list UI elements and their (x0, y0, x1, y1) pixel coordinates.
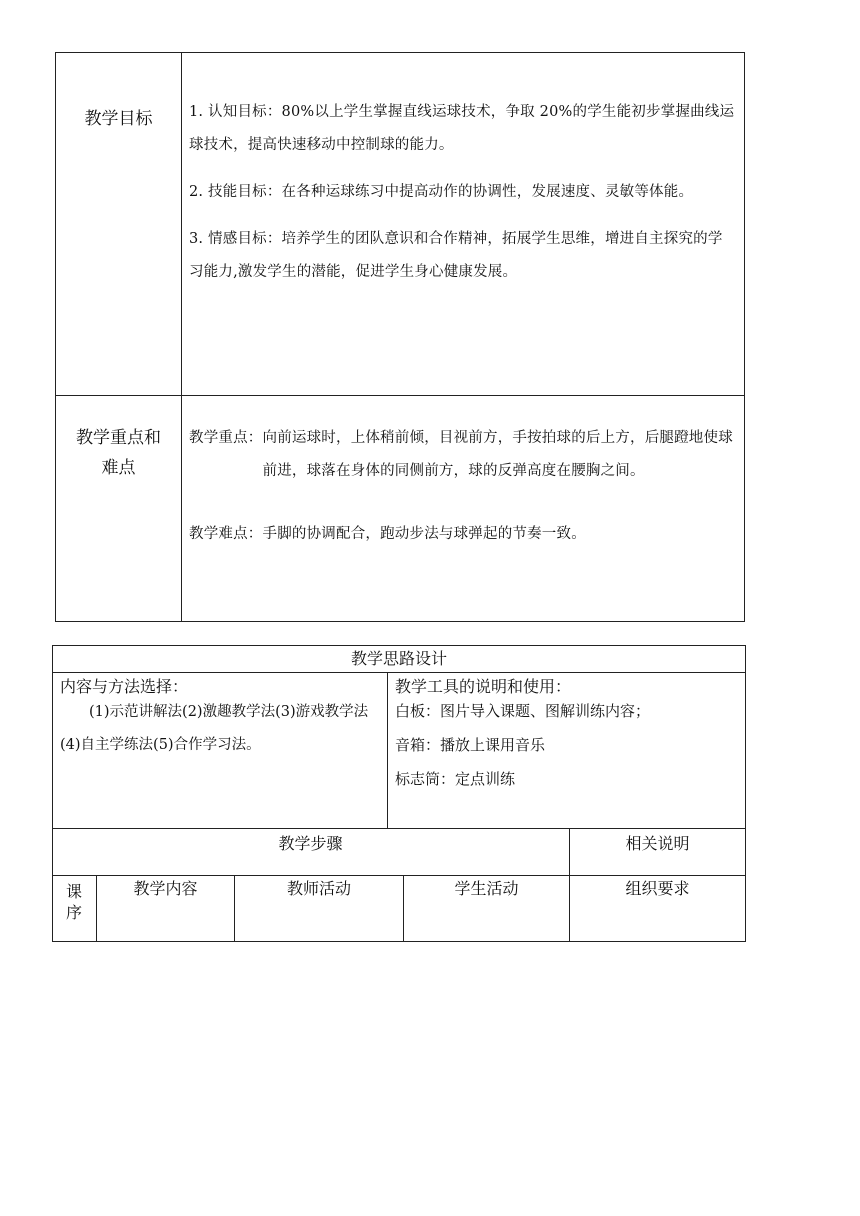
focus-text: 向前运球时，上体稍前倾，目视前方，手按拍球的后上方，后腿蹬地使球前进，球落在身体的同侧前方，球的反弹高度在腰胸之间。 (262, 430, 733, 479)
key-points-label: 教学重点和 难点 (76, 428, 161, 478)
methods-text: (1)示范讲解法(2)激趣教学法(3)游戏教学法(4)自主学练法(5)合作学习法。 (60, 704, 369, 753)
design-table (52, 645, 746, 942)
objective-affective: 3. 情感目标：培养学生的团队意识和合作精神，拓展学生思维，增进自主探究的学习能力,激发学生的潜能，促进学生身心健康发展。 (189, 231, 723, 280)
objective-skill: 2. 技能目标：在各种运球练习中提高动作的协调性，发展速度、灵敏等体能。 (189, 184, 694, 200)
tool-speaker: 音箱：播放上课用音乐 (395, 736, 546, 754)
teaching-focus (189, 422, 741, 488)
notes-header: 相关说明 (625, 834, 690, 853)
objectives-table (55, 52, 745, 622)
tools-heading: 教学工具的说明和使用： (395, 677, 572, 696)
methods-cell (60, 676, 382, 762)
student-activity-header: 学生活动 (454, 879, 519, 898)
tool-whiteboard: 白板：图片导入课题、图解训练内容； (395, 702, 651, 720)
objectives-label: 教学目标 (84, 109, 153, 129)
key-points-content (189, 422, 741, 551)
difficulty-text: 手脚的协调配合，跑动步法与球弹起的节奏一致。 (262, 526, 586, 542)
difficulty-label: 教学难点： (189, 526, 263, 542)
tool-cones: 标志筒：定点训练 (395, 770, 516, 788)
requirements-header: 组织要求 (625, 879, 690, 898)
focus-label: 教学重点： (189, 430, 263, 446)
order-header: 课 序 (65, 882, 82, 922)
teaching-difficulty (189, 518, 741, 551)
content-header: 教学内容 (133, 879, 198, 898)
steps-header: 教学步骤 (278, 834, 343, 853)
objectives-content (189, 96, 737, 289)
design-title: 教学思路设计 (350, 649, 447, 668)
tools-cell (395, 676, 740, 792)
objective-cognitive: 1. 认知目标：80%以上学生掌握直线运球技术，争取 20%的学生能初步掌握曲线运球技术，提高快速移动中控制球的能力。 (189, 104, 735, 153)
teacher-activity-header: 教师活动 (286, 879, 351, 898)
methods-heading: 内容与方法选择： (60, 677, 189, 696)
